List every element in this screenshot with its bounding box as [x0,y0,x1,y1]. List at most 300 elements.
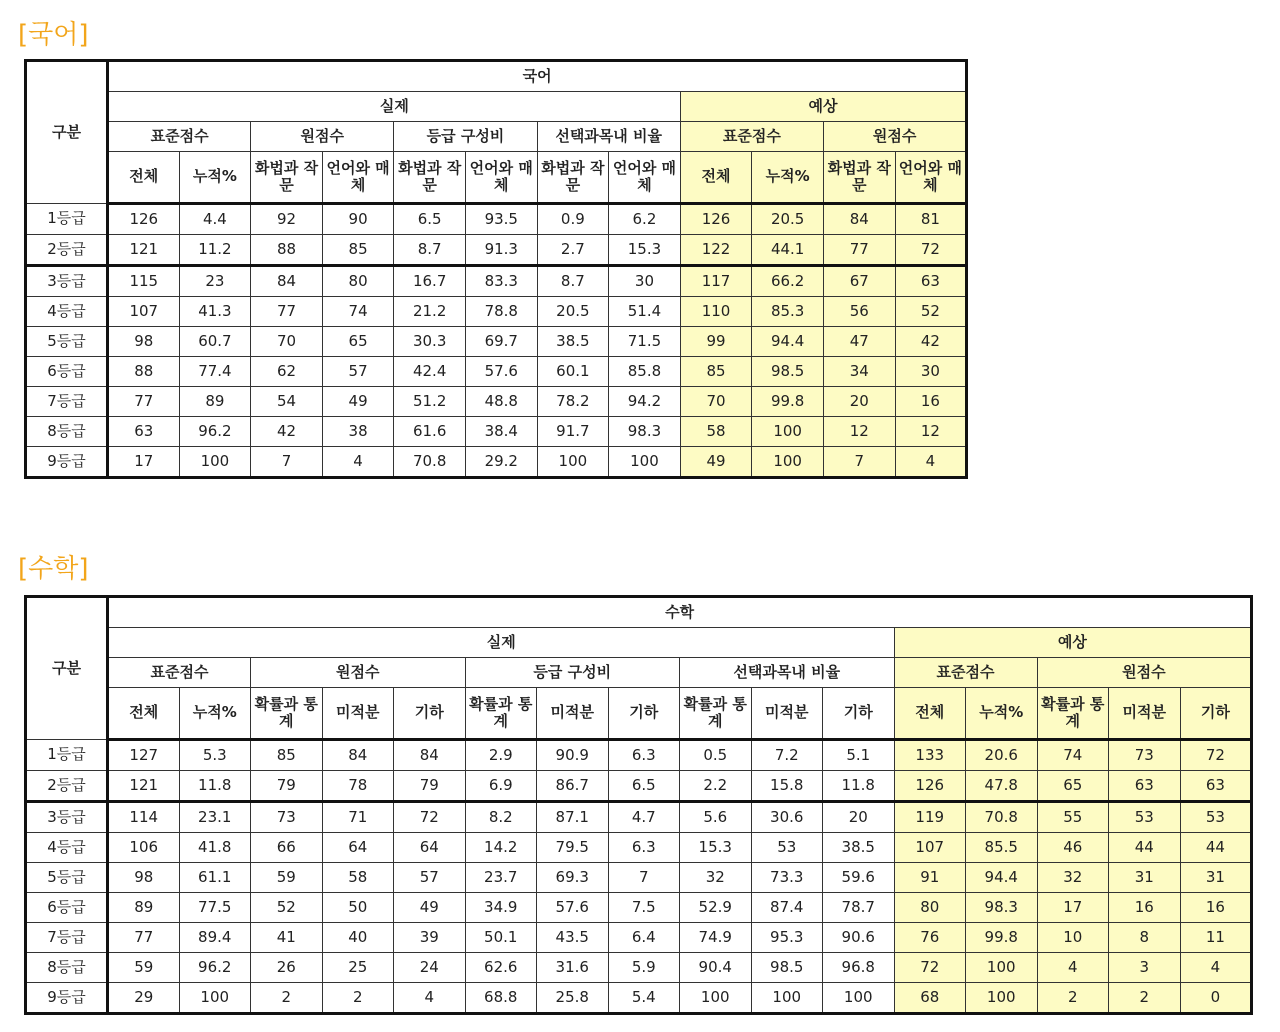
grade-label: 7등급 [26,387,108,417]
column-header: 미적분 [1109,688,1181,740]
table-cell: 58 [322,863,394,893]
grade-label: 1등급 [26,740,108,771]
table-cell: 74.9 [680,923,752,953]
table-row [26,833,1252,863]
table-cell: 88 [108,357,180,387]
table-cell: 53 [1180,802,1252,833]
table-cell: 99.8 [752,387,824,417]
column-header: 화법과 작문 [823,152,895,204]
table-cell: 53 [1109,802,1181,833]
table-row [26,357,967,387]
table-row [26,923,1252,953]
korean-section-heading: [국어] [18,20,89,50]
table-row [26,983,1252,1014]
table-cell: 6.5 [394,204,466,235]
table-cell: 23.7 [465,863,537,893]
table-cell: 63 [1109,771,1181,802]
table-cell: 16 [895,387,967,417]
table-cell: 90.4 [680,953,752,983]
table-cell: 98.5 [751,953,823,983]
table-cell: 15.3 [680,833,752,863]
table-cell: 2 [1037,983,1109,1014]
table-cell: 121 [108,235,180,266]
table-cell: 55 [1037,802,1109,833]
table-cell: 2.9 [465,740,537,771]
group-header: 등급 구성비 [465,658,680,688]
table-cell: 42 [895,327,967,357]
gubun-header: 구분 [26,61,108,204]
table-cell: 72 [894,953,966,983]
table-cell: 52.9 [680,893,752,923]
table-cell: 50.1 [465,923,537,953]
column-header: 확률과 통계 [1037,688,1109,740]
table-cell: 110 [680,297,752,327]
column-header: 언어와 매체 [465,152,537,204]
expected-header: 예상 [680,92,966,122]
table-cell: 57 [394,863,466,893]
grade-label: 8등급 [26,417,108,447]
table-cell: 17 [1037,893,1109,923]
table-cell: 44 [1109,833,1181,863]
gubun-header: 구분 [26,597,108,740]
table-cell: 59 [251,863,323,893]
table-row [26,447,967,478]
table-cell: 66.2 [752,266,824,297]
column-header: 전체 [108,688,180,740]
table-cell: 12 [895,417,967,447]
table-cell: 4.7 [608,802,680,833]
column-header: 기하 [1180,688,1252,740]
table-cell: 44 [1180,833,1252,863]
grade-label: 3등급 [26,802,108,833]
table-cell: 20.5 [752,204,824,235]
table-cell: 57.6 [537,893,609,923]
table-row [26,771,1252,802]
table-cell: 25.8 [537,983,609,1014]
table-cell: 78.2 [537,387,609,417]
table-cell: 11.2 [179,235,251,266]
table-cell: 24 [394,953,466,983]
table-cell: 4 [394,983,466,1014]
group-header: 원점수 [251,658,466,688]
table-row [26,740,1252,771]
column-header: 미적분 [537,688,609,740]
table-cell: 99 [680,327,752,357]
table-cell: 20.5 [537,297,609,327]
table-cell: 74 [322,297,394,327]
table-cell: 64 [322,833,394,863]
table-cell: 90 [322,204,394,235]
table-cell: 100 [179,447,251,478]
table-cell: 99.8 [966,923,1038,953]
table-cell: 52 [251,893,323,923]
column-header: 확률과 통계 [251,688,323,740]
table-cell: 96.2 [179,417,251,447]
table-cell: 62 [251,357,323,387]
table-cell: 83.3 [465,266,537,297]
table-cell: 0 [1180,983,1252,1014]
table-cell: 65 [1037,771,1109,802]
table-cell: 73 [1109,740,1181,771]
grade-label: 9등급 [26,983,108,1014]
table-cell: 11 [1180,923,1252,953]
table-cell: 7 [608,863,680,893]
table-cell: 59 [108,953,180,983]
table-cell: 31 [1109,863,1181,893]
table-cell: 30 [895,357,967,387]
table-cell: 42.4 [394,357,466,387]
table-cell: 94.2 [609,387,681,417]
table-cell: 106 [108,833,180,863]
table-cell: 94.4 [966,863,1038,893]
table-cell: 91.7 [537,417,609,447]
table-cell: 77.5 [179,893,251,923]
table-cell: 71.5 [609,327,681,357]
table-cell: 6.3 [608,740,680,771]
table-cell: 5.9 [608,953,680,983]
table-cell: 41.3 [179,297,251,327]
table-cell: 96.8 [823,953,895,983]
table-cell: 95.3 [751,923,823,953]
column-header: 화법과 작문 [537,152,609,204]
table-cell: 100 [752,417,824,447]
table-cell: 52 [895,297,967,327]
table-cell: 107 [108,297,180,327]
table-cell: 7 [823,447,895,478]
table-cell: 38.5 [823,833,895,863]
table-cell: 66 [251,833,323,863]
math-section-heading: [수학] [18,554,89,584]
table-cell: 4 [1037,953,1109,983]
table-cell: 68 [894,983,966,1014]
table-cell: 30.6 [751,802,823,833]
table-row [26,297,967,327]
table-cell: 107 [894,833,966,863]
table-cell: 43.5 [537,923,609,953]
table-cell: 89 [179,387,251,417]
group-header: 표준점수 [108,122,251,152]
table-cell: 91.3 [465,235,537,266]
table-cell: 5.3 [179,740,251,771]
table-cell: 30 [609,266,681,297]
table-cell: 31 [1180,863,1252,893]
table-cell: 79 [251,771,323,802]
table-cell: 70.8 [966,802,1038,833]
table-cell: 65 [322,327,394,357]
group-header: 선택과목내 비율 [680,658,895,688]
table-cell: 25 [322,953,394,983]
table-cell: 84 [394,740,466,771]
table-cell: 76 [894,923,966,953]
table-row [26,204,967,235]
table-cell: 49 [322,387,394,417]
grade-label: 9등급 [26,447,108,478]
table-cell: 100 [966,953,1038,983]
table-cell: 72 [394,802,466,833]
table-cell: 121 [108,771,180,802]
table-cell: 100 [609,447,681,478]
table-cell: 39 [394,923,466,953]
column-header: 미적분 [322,688,394,740]
table-cell: 77 [823,235,895,266]
table-cell: 6.4 [608,923,680,953]
column-header: 전체 [680,152,752,204]
table-cell: 100 [751,983,823,1014]
table-cell: 7.2 [751,740,823,771]
grade-label: 4등급 [26,297,108,327]
table-cell: 100 [752,447,824,478]
table-cell: 8.2 [465,802,537,833]
table-cell: 85 [322,235,394,266]
group-header: 원점수 [1037,658,1252,688]
table-cell: 98 [108,327,180,357]
table-cell: 47 [823,327,895,357]
table-cell: 87.4 [751,893,823,923]
table-cell: 2 [1109,983,1181,1014]
table-cell: 73.3 [751,863,823,893]
table-cell: 87.1 [537,802,609,833]
table-cell: 48.8 [465,387,537,417]
table-cell: 21.2 [394,297,466,327]
table-cell: 122 [680,235,752,266]
table-cell: 98.3 [966,893,1038,923]
table-cell: 38.4 [465,417,537,447]
table-row [26,417,967,447]
group-header: 표준점수 [894,658,1037,688]
table-cell: 74 [1037,740,1109,771]
table-cell: 6.2 [609,204,681,235]
table-cell: 119 [894,802,966,833]
table-cell: 7 [251,447,323,478]
table-cell: 34.9 [465,893,537,923]
table-cell: 114 [108,802,180,833]
table-cell: 23.1 [179,802,251,833]
column-header: 언어와 매체 [609,152,681,204]
table-cell: 57 [322,357,394,387]
table-cell: 32 [1037,863,1109,893]
table-cell: 56 [823,297,895,327]
table-row [26,327,967,357]
column-header: 누적% [179,152,251,204]
table-cell: 71 [322,802,394,833]
table-cell: 72 [1180,740,1252,771]
table-cell: 49 [680,447,752,478]
table-cell: 100 [179,983,251,1014]
table-cell: 96.2 [179,953,251,983]
table-cell: 100 [966,983,1038,1014]
table-cell: 90.9 [537,740,609,771]
table-cell: 29 [108,983,180,1014]
grade-label: 5등급 [26,327,108,357]
table-cell: 117 [680,266,752,297]
actual-header: 실제 [108,628,895,658]
table-cell: 8 [1109,923,1181,953]
table-cell: 69.7 [465,327,537,357]
table-cell: 14.2 [465,833,537,863]
table-cell: 70.8 [394,447,466,478]
table-cell: 126 [894,771,966,802]
table-cell: 85 [251,740,323,771]
table-cell: 29.2 [465,447,537,478]
column-header: 화법과 작문 [251,152,323,204]
table-cell: 51.4 [609,297,681,327]
table-cell: 77 [251,297,323,327]
grade-label: 4등급 [26,833,108,863]
table-cell: 98 [108,863,180,893]
table-cell: 44.1 [752,235,824,266]
table-cell: 2 [322,983,394,1014]
table-cell: 57.6 [465,357,537,387]
table-cell: 50 [322,893,394,923]
column-header: 기하 [608,688,680,740]
korean-grade-table [24,59,968,479]
table-cell: 85 [680,357,752,387]
group-header: 표준점수 [108,658,251,688]
column-header: 확률과 통계 [465,688,537,740]
table-cell: 84 [322,740,394,771]
table-cell: 133 [894,740,966,771]
group-header: 원점수 [251,122,394,152]
table-cell: 26 [251,953,323,983]
subject-header: 국어 [108,61,967,92]
table-cell: 85.3 [752,297,824,327]
table-cell: 51.2 [394,387,466,417]
table-cell: 92 [251,204,323,235]
table-row [26,863,1252,893]
group-header: 원점수 [823,122,966,152]
table-cell: 8.7 [537,266,609,297]
table-cell: 8.7 [394,235,466,266]
table-cell: 84 [823,204,895,235]
grade-label: 6등급 [26,357,108,387]
table-cell: 79 [394,771,466,802]
table-cell: 59.6 [823,863,895,893]
table-cell: 4 [322,447,394,478]
table-cell: 2.7 [537,235,609,266]
grade-label: 3등급 [26,266,108,297]
subject-header: 수학 [108,597,1252,628]
table-cell: 77 [108,387,180,417]
table-cell: 78.8 [465,297,537,327]
table-cell: 91 [894,863,966,893]
table-cell: 84 [251,266,323,297]
table-cell: 62.6 [465,953,537,983]
table-cell: 70 [251,327,323,357]
table-cell: 32 [680,863,752,893]
column-header: 전체 [894,688,966,740]
table-row [26,235,967,266]
column-header: 기하 [394,688,466,740]
table-cell: 5.6 [680,802,752,833]
table-cell: 10 [1037,923,1109,953]
table-row [26,893,1252,923]
table-cell: 40 [322,923,394,953]
table-cell: 34 [823,357,895,387]
table-cell: 100 [680,983,752,1014]
table-cell: 98.3 [609,417,681,447]
table-cell: 38.5 [537,327,609,357]
table-cell: 11.8 [823,771,895,802]
table-cell: 89 [108,893,180,923]
table-cell: 5.4 [608,983,680,1014]
table-row [26,387,967,417]
table-cell: 41 [251,923,323,953]
table-cell: 93.5 [465,204,537,235]
table-cell: 3 [1109,953,1181,983]
table-cell: 98.5 [752,357,824,387]
column-header: 기하 [823,688,895,740]
table-cell: 16 [1180,893,1252,923]
table-cell: 68.8 [465,983,537,1014]
table-cell: 15.3 [609,235,681,266]
table-cell: 4.4 [179,204,251,235]
expected-header: 예상 [894,628,1252,658]
table-cell: 79.5 [537,833,609,863]
table-cell: 2 [251,983,323,1014]
table-cell: 58 [680,417,752,447]
group-header: 표준점수 [680,122,823,152]
table-cell: 61.1 [179,863,251,893]
table-cell: 20 [823,387,895,417]
table-cell: 64 [394,833,466,863]
table-cell: 2.2 [680,771,752,802]
table-cell: 85.5 [966,833,1038,863]
grade-label: 1등급 [26,204,108,235]
table-cell: 20 [823,802,895,833]
table-cell: 60.7 [179,327,251,357]
column-header: 확률과 통계 [680,688,752,740]
table-cell: 17 [108,447,180,478]
table-cell: 5.1 [823,740,895,771]
table-cell: 100 [823,983,895,1014]
table-cell: 77.4 [179,357,251,387]
table-cell: 53 [751,833,823,863]
table-cell: 15.8 [751,771,823,802]
table-cell: 47.8 [966,771,1038,802]
table-cell: 16.7 [394,266,466,297]
table-cell: 6.3 [608,833,680,863]
table-cell: 4 [895,447,967,478]
table-cell: 0.9 [537,204,609,235]
table-cell: 63 [1180,771,1252,802]
table-cell: 42 [251,417,323,447]
table-cell: 69.3 [537,863,609,893]
table-cell: 81 [895,204,967,235]
grade-label: 8등급 [26,953,108,983]
column-header: 누적% [966,688,1038,740]
table-cell: 61.6 [394,417,466,447]
table-cell: 94.4 [752,327,824,357]
table-cell: 30.3 [394,327,466,357]
column-header: 누적% [752,152,824,204]
table-cell: 127 [108,740,180,771]
table-row [26,266,967,297]
table-cell: 54 [251,387,323,417]
table-cell: 80 [894,893,966,923]
table-cell: 31.6 [537,953,609,983]
table-cell: 72 [895,235,967,266]
table-cell: 60.1 [537,357,609,387]
table-cell: 67 [823,266,895,297]
table-cell: 46 [1037,833,1109,863]
table-cell: 90.6 [823,923,895,953]
grade-label: 2등급 [26,771,108,802]
table-cell: 86.7 [537,771,609,802]
table-cell: 78 [322,771,394,802]
table-cell: 80 [322,266,394,297]
table-cell: 23 [179,266,251,297]
table-cell: 16 [1109,893,1181,923]
